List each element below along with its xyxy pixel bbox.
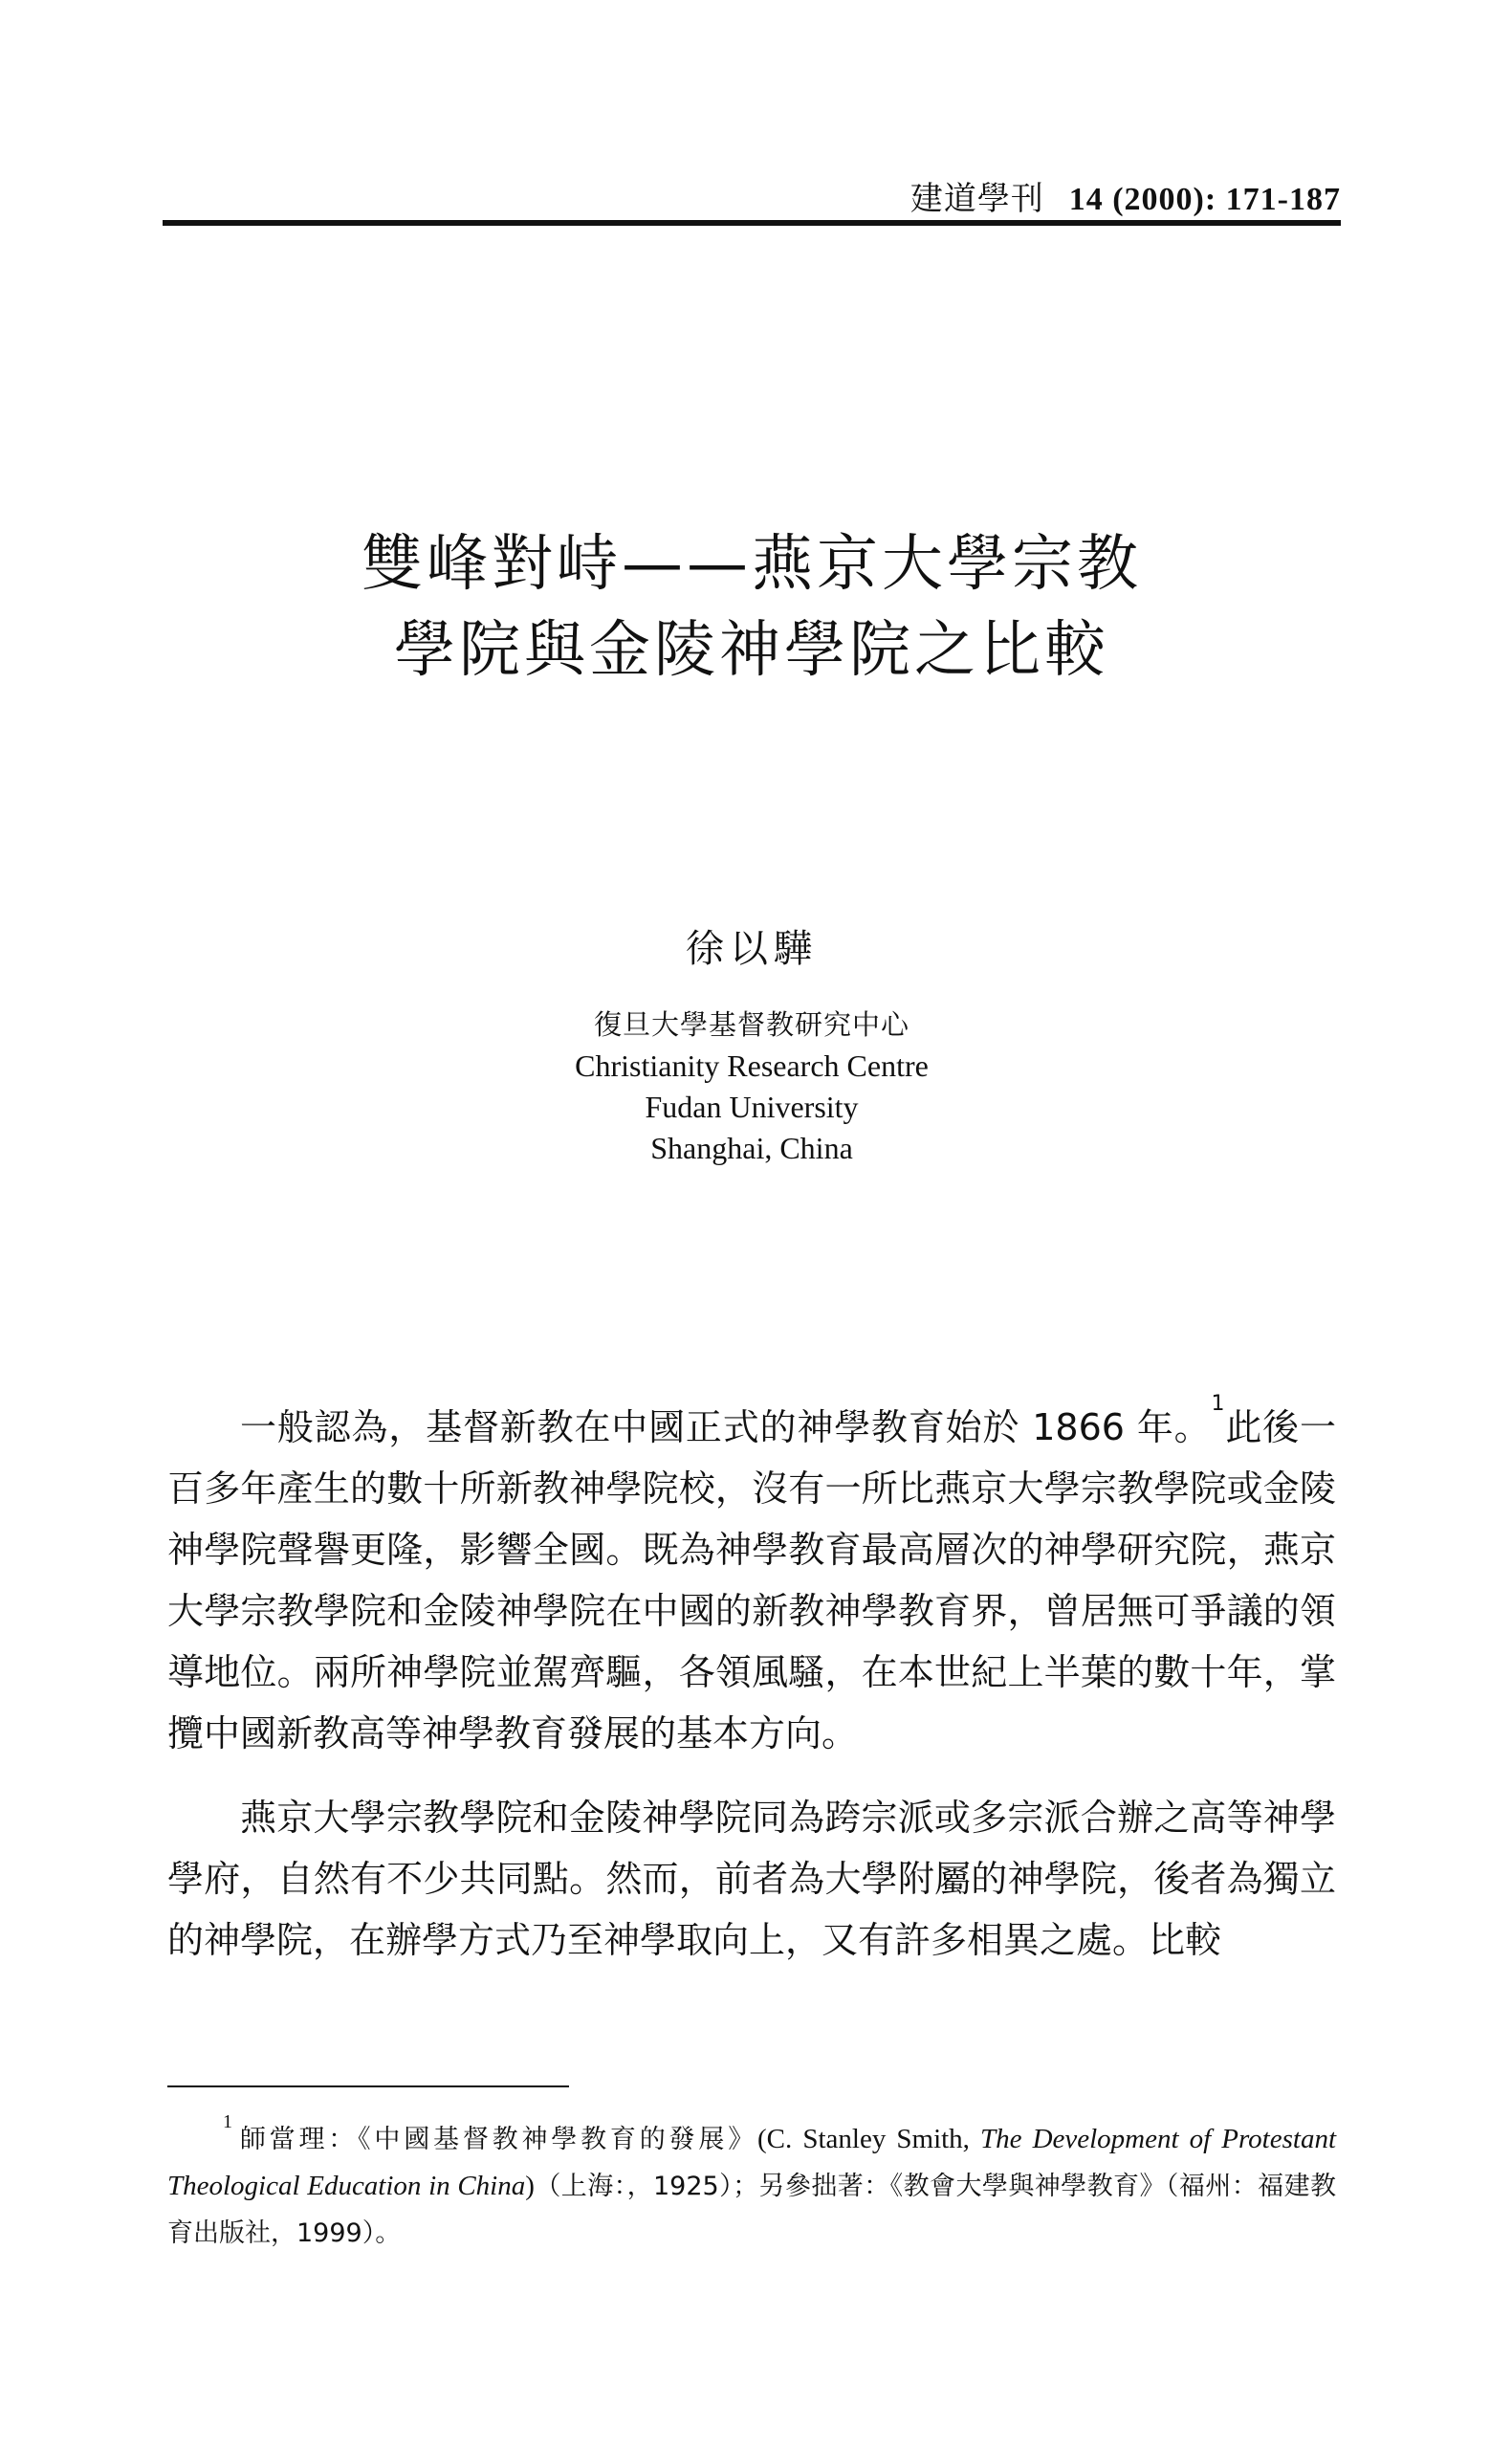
article-body [167, 1392, 1336, 1994]
footnote-en-close: ) [525, 2171, 535, 2201]
footnote-en-title: The Development of Protestant Theological Education in China [167, 2124, 1336, 2201]
footnote-cn-source: 師當理：《中國基督教神學教育的發展》 [236, 2125, 758, 2154]
paragraph-1-start: 一般認為，基督新教在中國正式的神學教育始於 1866 年。 [240, 1406, 1212, 1448]
header-rule [163, 220, 1341, 226]
footnote-number: 1 [223, 2111, 232, 2132]
article-title [163, 521, 1341, 694]
footnote-cn-rest: （上海：，1925）；另參拙著：《教會大學與神學教育》（福州：福建教育出版社，1999）。 [167, 2172, 1336, 2248]
footnote-rule [167, 2085, 569, 2087]
affiliation-chinese: 復旦大學基督教研究中心 [593, 1008, 909, 1041]
journal-name: 建道學刊 [909, 180, 1044, 218]
author-name: 徐以驊 [686, 927, 818, 971]
paragraph-1 [167, 1392, 1336, 1764]
affiliation-line-3: Shanghai, China [650, 1131, 853, 1165]
title-line-1: 雙峰對峙——燕京大學宗教 [362, 529, 1142, 600]
title-line-2: 學院與金陵神學院之比較 [394, 615, 1109, 686]
paragraph-2: 燕京大學宗教學院和金陵神學院同為跨宗派或多宗派合辦之高等神學學府，自然有不少共同點。然而，前者為大學附屬的神學院，後者為獨立的神學院，在辦學方式乃至神學取向上，又有許多相異之處。比較 [167, 1797, 1336, 1961]
footnote-1 [167, 2111, 1336, 2257]
journal-citation: 14 (2000): 171-187 [1068, 182, 1341, 217]
running-head [163, 172, 1341, 219]
paragraph-1-rest: 此後一百多年產生的數十所新教神學院校，沒有一所比燕京大學宗教學院或金陵神學院聲譽更隆，影響全國。既為神學教育最高層次的神學研究院，燕京大學宗教學院和金陵神學院在中國的新教神學教育界，曾居無可爭議的領導地位。兩所神學院並駕齊驅，各領風騷，在本世紀上半葉的數十年，掌攬中國新教高等神學教育發展的基本方向。 [167, 1406, 1336, 1754]
footnote-ref-1[interactable]: 1 [1211, 1392, 1225, 1416]
footnote-en-open: (C. Stanley Smith, [757, 2124, 980, 2154]
author-affiliation [163, 1004, 1341, 1169]
affiliation-line-2: Fudan University [645, 1090, 859, 1124]
affiliation-line-1: Christianity Research Centre [575, 1048, 929, 1083]
